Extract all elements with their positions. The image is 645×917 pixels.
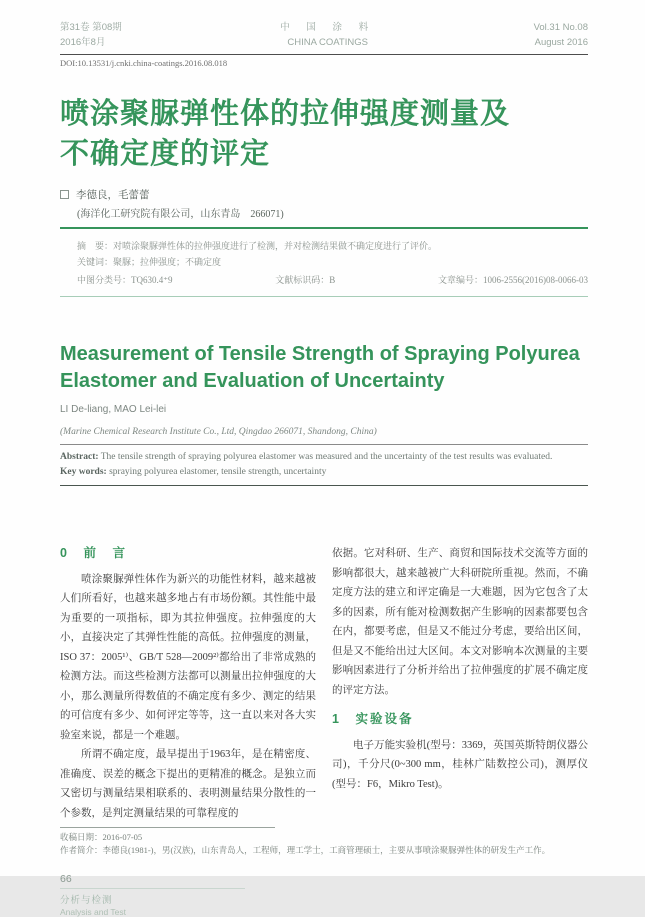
article-title-cn-line1: 喷涂聚脲弹性体的拉伸强度测量及 bbox=[60, 98, 511, 130]
meta-cn-block bbox=[60, 238, 588, 288]
section-0-paragraph-1: 喷涂聚脲弹性体作为新兴的功能性材料，越来越被人们所看好，也越来越多地占有市场份额。其性能中最为重要的一项指标，即为其拉伸强度。拉伸强度的大小，直接决定了其弹性性能的高低。拉伸强度的测量，ISO 37：2005¹⁾、GB/T 528—2009²⁾都给出了非常成熟的检测方法。而这些检测方法都可以测量出拉伸强度的大小，那么测量所得数值的不确定度有多少、测定的结果的可信度有多少、如何评定等等，这一直以来对各大实验室来说，都是一个难题。 bbox=[60, 573, 316, 741]
keywords-label-en: Key words: bbox=[60, 467, 107, 477]
received-date: 2016-07-05 bbox=[102, 832, 143, 842]
en-abstract-divider-top bbox=[60, 444, 588, 445]
clc-value: TQ630.4⁺9 bbox=[131, 275, 173, 285]
footer-divider bbox=[60, 888, 245, 889]
doccode-value: B bbox=[329, 275, 336, 285]
meta-en-block bbox=[60, 450, 588, 480]
journal-name-en: CHINA COATINGS bbox=[287, 37, 368, 48]
body-column-right bbox=[332, 544, 588, 823]
column-title-cn: 分析与检测 bbox=[60, 895, 113, 906]
section-0-heading: 0 前 言 bbox=[60, 546, 127, 560]
affiliation-en: (Marine Chemical Research Institute Co., Ltd, Qingdao 266071, Shandong, China) bbox=[60, 427, 377, 437]
journal-header bbox=[60, 20, 588, 50]
abstract-en-row bbox=[60, 450, 588, 465]
journal-date-cn: 2016年8月 bbox=[60, 37, 106, 48]
journal-date-en: August 2016 bbox=[534, 37, 588, 48]
footnote-block bbox=[60, 827, 588, 857]
clc-label: 中图分类号： bbox=[77, 275, 132, 285]
classification-row bbox=[77, 272, 588, 288]
authors-cn: 李德良，毛蕾蕾 bbox=[76, 190, 150, 201]
title-divider-green bbox=[60, 227, 588, 229]
abstract-text-cn: 对喷涂聚脲弹性体的拉伸强度进行了检测，并对检测结果做不确定度进行了评价。 bbox=[113, 241, 438, 251]
doi-line: DOI:10.13531/j.cnki.china-coatings.2016.08.018 bbox=[60, 58, 228, 68]
articleid-label: 文章编号： bbox=[437, 275, 483, 285]
journal-volume-en: Vol.31 No.08 bbox=[533, 22, 588, 33]
column-title-en: Analysis and Test bbox=[60, 907, 126, 917]
footnote-divider bbox=[60, 827, 275, 828]
section-1-paragraph-1: 电子万能实验机(型号：3369，英国英斯特朗仪器公司)，千分尺(0~300 mm，桂林广陆数控公司)，测厚仪(型号：F6，Mikro Test)。 bbox=[332, 739, 588, 790]
keywords-text-en: spraying polyurea elastomer, tensile strength, uncertainty bbox=[106, 467, 327, 477]
body-column-left bbox=[60, 544, 316, 823]
header-right bbox=[534, 20, 588, 50]
abstract-text-en: The tensile strength of spraying polyurea elastomer was measured and the uncertainty of the test results was evaluated. bbox=[98, 452, 553, 462]
section-0-paragraph-2-right: 依据。它对科研、生产、商贸和国际技术交流等方面的影响都很大，越来越被广大科研院所重视。然而，不确定度方法的建立和评定确是一大难题，因为它包含了太多的因素，所有能对检测数据产生影响的因素都要包含在内，都要考虑，但是又不能过分考虑，要给出区间，但是又不能给出过大区间。本文对影响本次测量的主要影响因素进行了分析并给出了拉伸强度的扩展不确定度的评定方法。 bbox=[332, 548, 588, 696]
article-title-en-line1: Measurement of Tensile Strength of Spraying Polyurea bbox=[60, 343, 580, 365]
bio-text: 李德良(1981-)，男(汉族)，山东青岛人，工程师，理工学士，工商管理硕士，主要从事喷涂聚脲弹性体的研发生产工作。 bbox=[102, 845, 551, 855]
article-title-en bbox=[60, 341, 588, 395]
affiliation-cn: (海洋化工研究院有限公司，山东青岛 266071) bbox=[77, 209, 284, 220]
section-1-heading: 1 实验设备 bbox=[332, 712, 414, 726]
page-number: 66 bbox=[60, 873, 72, 885]
received-label: 收稿日期： bbox=[60, 832, 103, 842]
abstract-label-cn: 摘 要： bbox=[77, 241, 114, 251]
clc-item bbox=[77, 272, 173, 288]
header-left bbox=[60, 20, 122, 50]
footnote-received bbox=[60, 831, 588, 844]
keywords-cn-row bbox=[77, 254, 588, 270]
keywords-label-cn: 关键词： bbox=[77, 257, 114, 267]
meta-divider-green bbox=[60, 296, 588, 297]
header-divider bbox=[60, 54, 588, 55]
section-0-paragraph-2-left: 所谓不确定度，最早提出于1963年，是在精密度、准确度、误差的概念下提出的更精准的概念。是独立而又密切与测量结果相联系的、表明测量结果分散性的一个参数，是判定测量结果的可靠程度的 bbox=[60, 749, 316, 819]
keywords-text-cn: 聚脲；拉伸强度；不确定度 bbox=[113, 257, 222, 267]
article-title-cn bbox=[60, 94, 588, 174]
bio-label: 作者简介： bbox=[60, 845, 103, 855]
articleid-item bbox=[438, 272, 588, 288]
authors-cn-row bbox=[60, 187, 588, 202]
keywords-en-row bbox=[60, 465, 588, 480]
journal-name-cn: 中 国 涂 料 bbox=[280, 22, 376, 33]
page-footer bbox=[60, 873, 588, 917]
doccode-label: 文献标识码： bbox=[275, 275, 330, 285]
doccode-item bbox=[275, 272, 335, 288]
authors-en: LI De-liang, MAO Lei-lei bbox=[60, 404, 167, 415]
article-title-cn-line2: 不确定度的评定 bbox=[60, 138, 271, 170]
abstract-cn-row bbox=[77, 238, 588, 254]
abstract-label-en: Abstract: bbox=[60, 452, 99, 462]
articleid-value: 1006-2556(2016)08-0066-03 bbox=[483, 275, 588, 285]
article-title-en-line2: Elastomer and Evaluation of Uncertainty bbox=[60, 370, 445, 392]
header-center bbox=[280, 20, 375, 50]
article-body bbox=[60, 544, 588, 823]
footnote-bio bbox=[60, 844, 588, 857]
author-marker-icon bbox=[60, 190, 69, 199]
journal-volume-cn: 第31卷 第08期 bbox=[60, 22, 122, 33]
en-abstract-divider-bottom bbox=[60, 485, 588, 486]
